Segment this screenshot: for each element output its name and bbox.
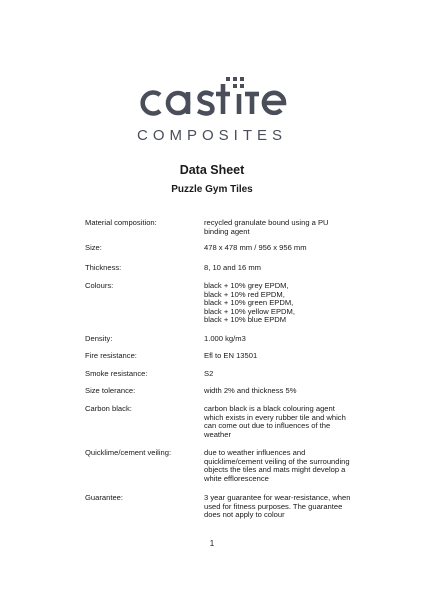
row-label: Colours: (85, 281, 114, 290)
row-label: Thickness: (85, 263, 122, 272)
page-number: 1 (209, 539, 215, 548)
row-value: 478 x 478 mm / 956 x 956 mm (204, 243, 307, 252)
row-value: width 2% and thickness 5% (204, 386, 297, 395)
row-value: Efl to EN 13501 (204, 351, 258, 360)
row-value: 8, 10 and 16 mm (204, 263, 261, 272)
row-label: Fire resistance: (85, 351, 137, 360)
row-value: 1.000 kg/m3 (204, 334, 246, 343)
row-label: Material composition: (85, 218, 157, 227)
row-value: carbon black is a black colouring agent which exists in every rubber tile and which can come out due to influences of the weather (204, 404, 346, 439)
row-label: Size: (85, 243, 102, 252)
page-title: Data Sheet (179, 163, 245, 177)
row-label: Guarantee: (85, 493, 123, 502)
row-label: Size tolerance: (85, 386, 136, 395)
row-value: due to weather influences and quicklime/cement veiling of the surrounding objects the tiles and mats might develop a white efflorescence (204, 448, 350, 483)
row-label: Carbon black: (85, 404, 132, 413)
castle-composites-logo (0, 70, 424, 150)
row-label: Density: (85, 334, 113, 343)
page-subtitle: Puzzle Gym Tiles (171, 184, 253, 195)
row-value: S2 (204, 369, 214, 378)
row-value: black + 10% grey EPDM, black + 10% red EPDM, black + 10% green EPDM, black + 10% yellow EPDM, black + 10% blue EPDM (204, 281, 295, 325)
row-label: Smoke resistance: (85, 369, 148, 378)
row-value: recycled granulate bound using a PU binding agent (204, 218, 329, 236)
row-value: 3 year guarantee for wear-resistance, when used for fitness purposes. The guarantee does not apply to colour (204, 493, 351, 520)
row-label: Quicklime/cement veiling: (85, 448, 172, 457)
logo-tagline: COMPOSITES (136, 127, 287, 144)
